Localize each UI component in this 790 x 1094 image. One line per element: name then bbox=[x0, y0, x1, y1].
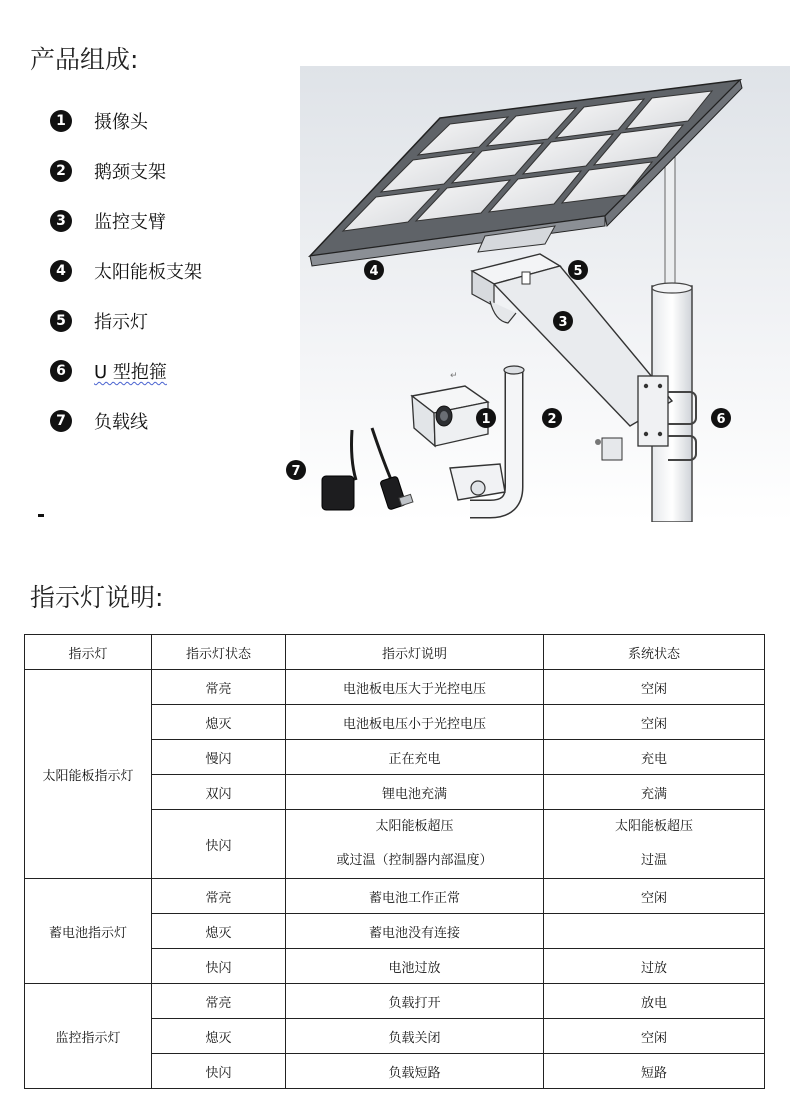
part-item-u-clamp bbox=[50, 356, 167, 386]
section-title-parts: 产品组成: bbox=[30, 45, 139, 74]
svg-text:1: 1 bbox=[481, 412, 491, 427]
state-cell: 双闪 bbox=[152, 775, 286, 810]
part-item-solar-panel-bracket bbox=[50, 256, 202, 286]
desc-cell: 蓄电池没有连接 bbox=[286, 914, 544, 949]
desc-cell: 电池板电压大于光控电压 bbox=[286, 670, 544, 705]
system-cell: 放电 bbox=[544, 984, 765, 1019]
column-header: 指示灯状态 bbox=[152, 635, 286, 670]
part-item-monitor-arm bbox=[50, 206, 166, 236]
group-name-monitor: 监控指示灯 bbox=[25, 984, 152, 1089]
number-badge: 4 bbox=[50, 260, 72, 282]
desc-cell: 负载关闭 bbox=[286, 1019, 544, 1054]
svg-text:7: 7 bbox=[291, 464, 301, 479]
desc-cell: 电池过放 bbox=[286, 949, 544, 984]
callout-3 bbox=[553, 311, 573, 331]
system-cell: 过放 bbox=[544, 949, 765, 984]
desc-cell: 负载打开 bbox=[286, 984, 544, 1019]
state-cell: 常亮 bbox=[152, 670, 286, 705]
part-label: 监控支臂 bbox=[94, 212, 166, 233]
desc-line-1: 太阳能板超压 bbox=[375, 819, 454, 834]
part-label: 负载线 bbox=[94, 412, 148, 433]
stray-mark-glyph: ↵ bbox=[450, 371, 458, 381]
stray-mark bbox=[38, 514, 44, 517]
desc-cell: 正在充电 bbox=[286, 740, 544, 775]
part-item-camera bbox=[50, 106, 148, 136]
callout-5 bbox=[568, 260, 588, 280]
system-line-1: 太阳能板超压 bbox=[614, 819, 693, 834]
system-cell: 短路 bbox=[544, 1054, 765, 1089]
callout-7-badge bbox=[284, 458, 308, 482]
desc-cell: 蓄电池工作正常 bbox=[286, 879, 544, 914]
system-cell: 空闲 bbox=[544, 705, 765, 740]
part-item-indicator-light bbox=[50, 306, 148, 336]
part-label: 鹅颈支架 bbox=[94, 162, 166, 183]
table-row bbox=[25, 984, 765, 1019]
state-cell: 熄灭 bbox=[152, 705, 286, 740]
desc-cell: 负载短路 bbox=[286, 1054, 544, 1089]
column-header: 指示灯说明 bbox=[286, 635, 544, 670]
state-cell: 快闪 bbox=[152, 810, 286, 879]
column-header: 系统状态 bbox=[544, 635, 765, 670]
number-badge: 3 bbox=[50, 210, 72, 232]
section-title-indicator: 指示灯说明: bbox=[30, 583, 164, 612]
callout-1 bbox=[476, 408, 496, 428]
svg-text:3: 3 bbox=[558, 315, 568, 330]
svg-text:2: 2 bbox=[547, 412, 557, 427]
column-header: 指示灯 bbox=[25, 635, 152, 670]
state-cell: 快闪 bbox=[152, 949, 286, 984]
indicator-table bbox=[24, 634, 765, 1089]
part-item-gooseneck-bracket bbox=[50, 156, 166, 186]
state-cell: 慢闪 bbox=[152, 740, 286, 775]
system-cell: 充电 bbox=[544, 740, 765, 775]
table-row bbox=[25, 670, 765, 705]
svg-text:5: 5 bbox=[573, 264, 583, 279]
desc-cell: 电池板电压小于光控电压 bbox=[286, 705, 544, 740]
group-name-battery: 蓄电池指示灯 bbox=[25, 879, 152, 984]
system-cell: 空闲 bbox=[544, 1019, 765, 1054]
callout-2 bbox=[542, 408, 562, 428]
system-cell bbox=[544, 914, 765, 949]
state-cell: 常亮 bbox=[152, 879, 286, 914]
system-cell: 空闲 bbox=[544, 670, 765, 705]
group-name-solar: 太阳能板指示灯 bbox=[25, 670, 152, 879]
state-cell: 熄灭 bbox=[152, 914, 286, 949]
desc-cell: 锂电池充满 bbox=[286, 775, 544, 810]
state-cell: 快闪 bbox=[152, 1054, 286, 1089]
part-label: 指示灯 bbox=[94, 312, 148, 333]
table-header-row bbox=[25, 635, 765, 670]
part-label: 摄像头 bbox=[94, 112, 148, 133]
callout-4 bbox=[364, 260, 384, 280]
part-label: 太阳能板支架 bbox=[94, 262, 202, 283]
product-illustration bbox=[300, 66, 790, 522]
part-label: U 型抱箍 bbox=[94, 362, 167, 383]
state-cell: 常亮 bbox=[152, 984, 286, 1019]
number-badge: 5 bbox=[50, 310, 72, 332]
system-cell bbox=[544, 810, 765, 879]
number-badge: 2 bbox=[50, 160, 72, 182]
number-badge: 7 bbox=[50, 410, 72, 432]
svg-text:4: 4 bbox=[369, 264, 379, 279]
system-line-2: 过温 bbox=[640, 853, 667, 868]
state-cell: 熄灭 bbox=[152, 1019, 286, 1054]
table-row bbox=[25, 879, 765, 914]
system-cell: 充满 bbox=[544, 775, 765, 810]
svg-text:6: 6 bbox=[716, 412, 726, 427]
callout-6 bbox=[711, 408, 731, 428]
number-badge: 6 bbox=[50, 360, 72, 382]
desc-line-2: 或过温（控制器内部温度） bbox=[336, 853, 493, 868]
system-cell: 空闲 bbox=[544, 879, 765, 914]
desc-cell bbox=[286, 810, 544, 879]
part-item-load-cable bbox=[50, 406, 148, 436]
number-badge: 1 bbox=[50, 110, 72, 132]
